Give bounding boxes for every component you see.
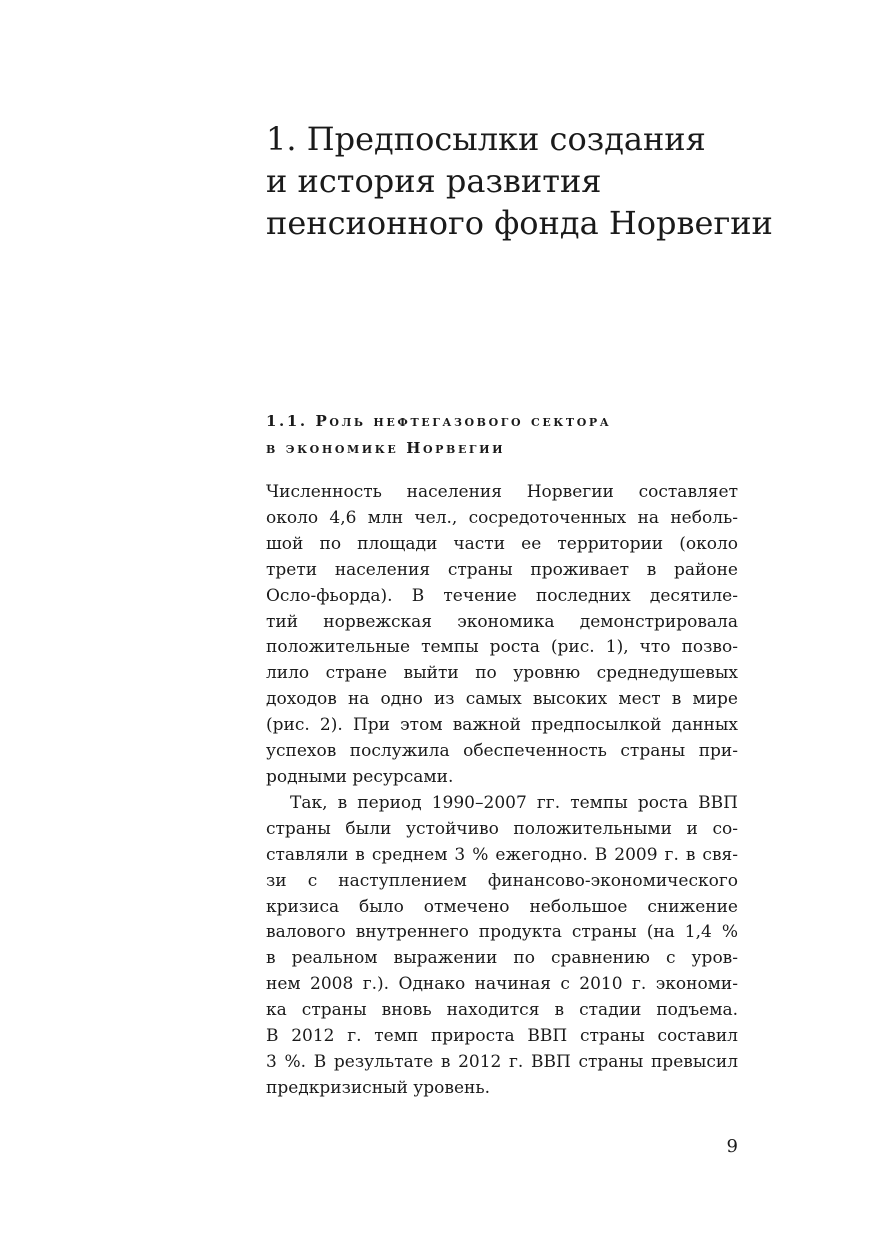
text-line: нем 2008 г.). Однако начиная с 2010 г. экономи- xyxy=(266,974,738,995)
text-line: Осло-фьорда). В течение последних десятиле- xyxy=(266,585,738,606)
text-line: около 4,6 млн чел., сосредоточенных на неболь- xyxy=(266,507,738,528)
text-line: зи с наступлением финансово-экономического xyxy=(266,870,738,891)
text-line: 3 %. В результате в 2012 г. ВВП страны превысил xyxy=(266,1051,738,1072)
body-text xyxy=(266,480,738,1102)
page-number: 9 xyxy=(726,1136,738,1157)
text-line: Численность населения Норвегии составляет xyxy=(266,482,738,502)
text-line: в реальном выражении по сравнению с уров- xyxy=(266,948,738,969)
text-line: предкризисный уровень. xyxy=(266,1077,491,1098)
text-line: (рис. 2). При этом важной предпосылкой данных xyxy=(266,715,738,736)
text-line: ка страны вновь находится в стадии подъема. xyxy=(266,1000,738,1021)
text-line: тий норвежская экономика демонстрировала xyxy=(266,611,738,632)
text-line: шой по площади части ее территории (около xyxy=(266,533,738,554)
text-line: лило стране выйти по уровню среднедушевых xyxy=(266,663,738,684)
text-line: Так, в период 1990–2007 гг. темпы роста ВВП xyxy=(290,792,738,813)
text-line: трети населения страны проживает в районе xyxy=(266,559,738,580)
chapter-title-line: 1. Предпосылки создания xyxy=(266,120,706,158)
chapter-title-line: пенсионного фонда Норвегии xyxy=(266,204,773,242)
text-line: ставляли в среднем 3 % ежегодно. В 2009 г. в свя- xyxy=(266,844,738,865)
text-line: успехов послужила обеспеченность страны при- xyxy=(266,741,738,762)
text-line: В 2012 г. темп прироста ВВП страны составил xyxy=(266,1026,738,1047)
text-line: доходов на одно из самых высоких мест в мире xyxy=(266,689,738,710)
text-line: валового внутреннего продукта страны (на 1,4 % xyxy=(266,922,738,943)
chapter-title xyxy=(266,118,773,244)
text-line: родными ресурсами. xyxy=(266,766,454,787)
section-title-line: 1.1. Роль нефтегазового сектора xyxy=(266,412,612,430)
text-line: страны были устойчиво положительными и со- xyxy=(266,818,738,839)
section-title-line: в экономике Норвегии xyxy=(266,439,506,457)
text-line: кризиса было отмечено небольшое снижение xyxy=(266,896,738,917)
text-line: положительные темпы роста (рис. 1), что позво- xyxy=(266,637,738,658)
section-title xyxy=(266,408,746,462)
chapter-title-line: и история развития xyxy=(266,162,602,200)
